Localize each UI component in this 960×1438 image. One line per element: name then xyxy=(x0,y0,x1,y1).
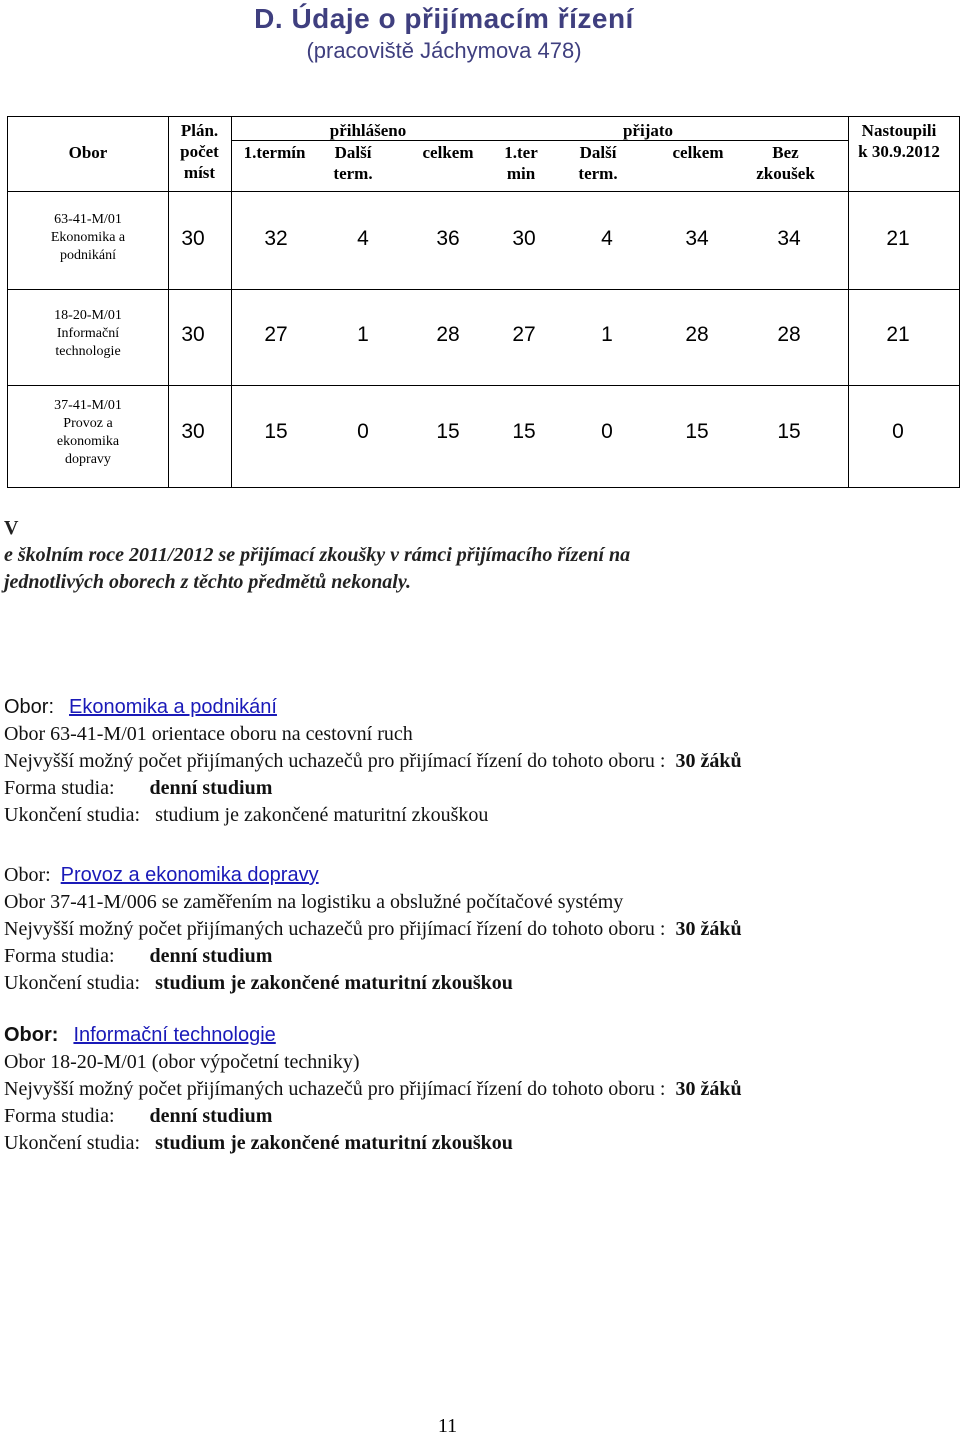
row-value: 15 xyxy=(264,420,288,443)
obor-line: Informační xyxy=(56,326,120,341)
obor-line: technologie xyxy=(55,344,121,359)
row-value: 28 xyxy=(777,323,801,346)
row-value: 30 xyxy=(512,227,536,250)
obor-line: 18-20-M/01 xyxy=(54,308,122,323)
program-ekonomika xyxy=(4,694,742,829)
table-divider xyxy=(8,289,959,290)
header-line: zkoušek xyxy=(756,164,815,183)
page-title: D. Údaje o přijímacím řízení xyxy=(254,3,634,34)
row-obor xyxy=(8,211,168,265)
forma-value: denní studium xyxy=(149,1105,273,1127)
obor-line: 63-41-M/01 xyxy=(54,212,122,227)
capacity-label: Nejvyšší možný počet přijímaných uchazečů pro přijímací řízení do tohoto oboru : xyxy=(4,918,666,940)
header-prijato-termin1 xyxy=(496,142,546,184)
header-line: term. xyxy=(333,164,373,183)
row-value: 28 xyxy=(436,323,460,346)
header-line: term. xyxy=(578,164,618,183)
note-line: jednotlivých oborech z těchto předmětů nekonaly. xyxy=(4,571,412,593)
capacity-value: 30 žáků xyxy=(675,750,742,772)
table-divider xyxy=(231,117,232,487)
program-link[interactable]: Ekonomika a podnikání xyxy=(69,696,277,718)
row-value: 1 xyxy=(601,323,613,346)
row-obor xyxy=(8,397,168,469)
header-obor: Obor xyxy=(68,143,108,162)
row-value: 15 xyxy=(685,420,709,443)
capacity-value: 30 žáků xyxy=(675,1078,742,1100)
header-prihlaseno-celkem: celkem xyxy=(422,143,474,162)
row-value: 15 xyxy=(512,420,536,443)
row-value: 34 xyxy=(685,227,709,250)
program-capacity xyxy=(4,916,742,943)
exam-note xyxy=(4,515,630,596)
row-value: 15 xyxy=(777,420,801,443)
ukonceni-value: studium je zakončené maturitní zkouškou xyxy=(155,804,489,826)
row-value: 30 xyxy=(181,227,205,250)
note-line: e školním roce 2011/2012 se přijímací zkoušky v rámci přijímacího řízení na xyxy=(4,544,631,566)
program-header xyxy=(4,862,742,889)
row-value: 30 xyxy=(181,420,205,443)
row-value: 32 xyxy=(264,227,288,250)
obor-line: podnikání xyxy=(60,248,116,263)
note-line: V xyxy=(4,517,19,539)
row-value: 36 xyxy=(436,227,460,250)
admissions-table xyxy=(7,116,960,488)
header-plan xyxy=(168,120,231,183)
forma-label: Forma studia: xyxy=(4,777,115,799)
row-value: 0 xyxy=(357,420,369,443)
program-forma xyxy=(4,775,742,802)
table-divider xyxy=(8,385,959,386)
program-link[interactable]: Provoz a ekonomika dopravy xyxy=(60,864,319,886)
program-code: Obor 18-20-M/01 (obor výpočetní techniky) xyxy=(4,1051,360,1073)
row-value: 1 xyxy=(357,323,369,346)
capacity-value: 30 žáků xyxy=(675,918,742,940)
row-value: 28 xyxy=(685,323,709,346)
program-capacity xyxy=(4,1076,742,1103)
obor-label: Obor: xyxy=(4,1024,59,1046)
header-prijato-dalsi xyxy=(568,142,628,184)
program-ukonceni xyxy=(4,970,742,997)
obor-label: Obor: xyxy=(4,696,55,718)
row-value: 4 xyxy=(601,227,613,250)
program-ukonceni xyxy=(4,802,742,829)
program-code: Obor 63-41-M/01 orientace oboru na cestovní ruch xyxy=(4,723,413,745)
header-line: Nastoupili xyxy=(861,121,937,140)
row-value: 34 xyxy=(777,227,801,250)
row-value: 0 xyxy=(892,420,904,443)
program-link[interactable]: Informační technologie xyxy=(73,1024,276,1046)
header-prijato: přijato xyxy=(622,121,674,140)
ukonceni-label: Ukončení studia: xyxy=(4,804,141,826)
capacity-label: Nejvyšší možný počet přijímaných uchazečů pro přijímací řízení do tohoto oboru : xyxy=(4,750,666,772)
row-value: 4 xyxy=(357,227,369,250)
obor-line: Ekonomika a xyxy=(50,230,126,245)
header-prihlaseno-dalsi xyxy=(323,142,383,184)
obor-line: ekonomika xyxy=(56,434,120,449)
header-plan-line: počet xyxy=(180,142,219,161)
header-plan-line: míst xyxy=(183,163,216,182)
forma-label: Forma studia: xyxy=(4,945,115,967)
row-value: 30 xyxy=(181,323,205,346)
program-it xyxy=(4,1022,742,1157)
program-header xyxy=(4,694,742,721)
forma-value: denní studium xyxy=(149,945,273,967)
obor-label: Obor: xyxy=(4,864,51,886)
header-nastoupili xyxy=(849,120,949,162)
row-value: 15 xyxy=(436,420,460,443)
header-line: Bez xyxy=(772,143,799,162)
program-doprava xyxy=(4,862,742,997)
row-value: 27 xyxy=(264,323,288,346)
ukonceni-label: Ukončení studia: xyxy=(4,1132,141,1154)
header-line: Další xyxy=(579,143,617,162)
program-capacity xyxy=(4,748,742,775)
page-subtitle: (pracoviště Jáchymova 478) xyxy=(306,38,582,63)
header-prijato-celkem: celkem xyxy=(672,143,724,162)
ukonceni-value: studium je zakončené maturitní zkouškou xyxy=(155,972,513,994)
header-plan-line: Plán. xyxy=(180,121,219,140)
obor-line: dopravy xyxy=(65,452,111,467)
program-forma xyxy=(4,1103,742,1130)
obor-line: 37-41-M/01 xyxy=(54,398,122,413)
header-prijato-bez xyxy=(748,142,823,184)
row-value: 27 xyxy=(512,323,536,346)
program-forma xyxy=(4,943,742,970)
program-header xyxy=(4,1022,742,1049)
ukonceni-value: studium je zakončené maturitní zkouškou xyxy=(155,1132,513,1154)
page-number: 11 xyxy=(437,1415,458,1437)
row-value: 0 xyxy=(601,420,613,443)
header-prihlaseno: přihlášeno xyxy=(329,121,407,140)
forma-value: denní studium xyxy=(149,777,273,799)
row-value: 21 xyxy=(886,323,910,346)
program-code: Obor 37-41-M/006 se zaměřením na logistiku a obslužné počítačové systémy xyxy=(4,891,624,913)
table-divider xyxy=(8,191,959,192)
ukonceni-label: Ukončení studia: xyxy=(4,972,141,994)
table-divider xyxy=(848,117,849,487)
capacity-label: Nejvyšší možný počet přijímaných uchazečů pro přijímací řízení do tohoto oboru : xyxy=(4,1078,666,1100)
header-line: min xyxy=(506,164,536,183)
header-line: k 30.9.2012 xyxy=(858,142,940,161)
forma-label: Forma studia: xyxy=(4,1105,115,1127)
header-prihlaseno-termin1: 1.termín xyxy=(243,143,306,162)
row-value: 21 xyxy=(886,227,910,250)
header-line: 1.ter xyxy=(504,143,538,162)
header-line: Další xyxy=(334,143,372,162)
program-ukonceni xyxy=(4,1130,742,1157)
row-obor xyxy=(8,307,168,361)
obor-line: Provoz a xyxy=(63,416,113,431)
